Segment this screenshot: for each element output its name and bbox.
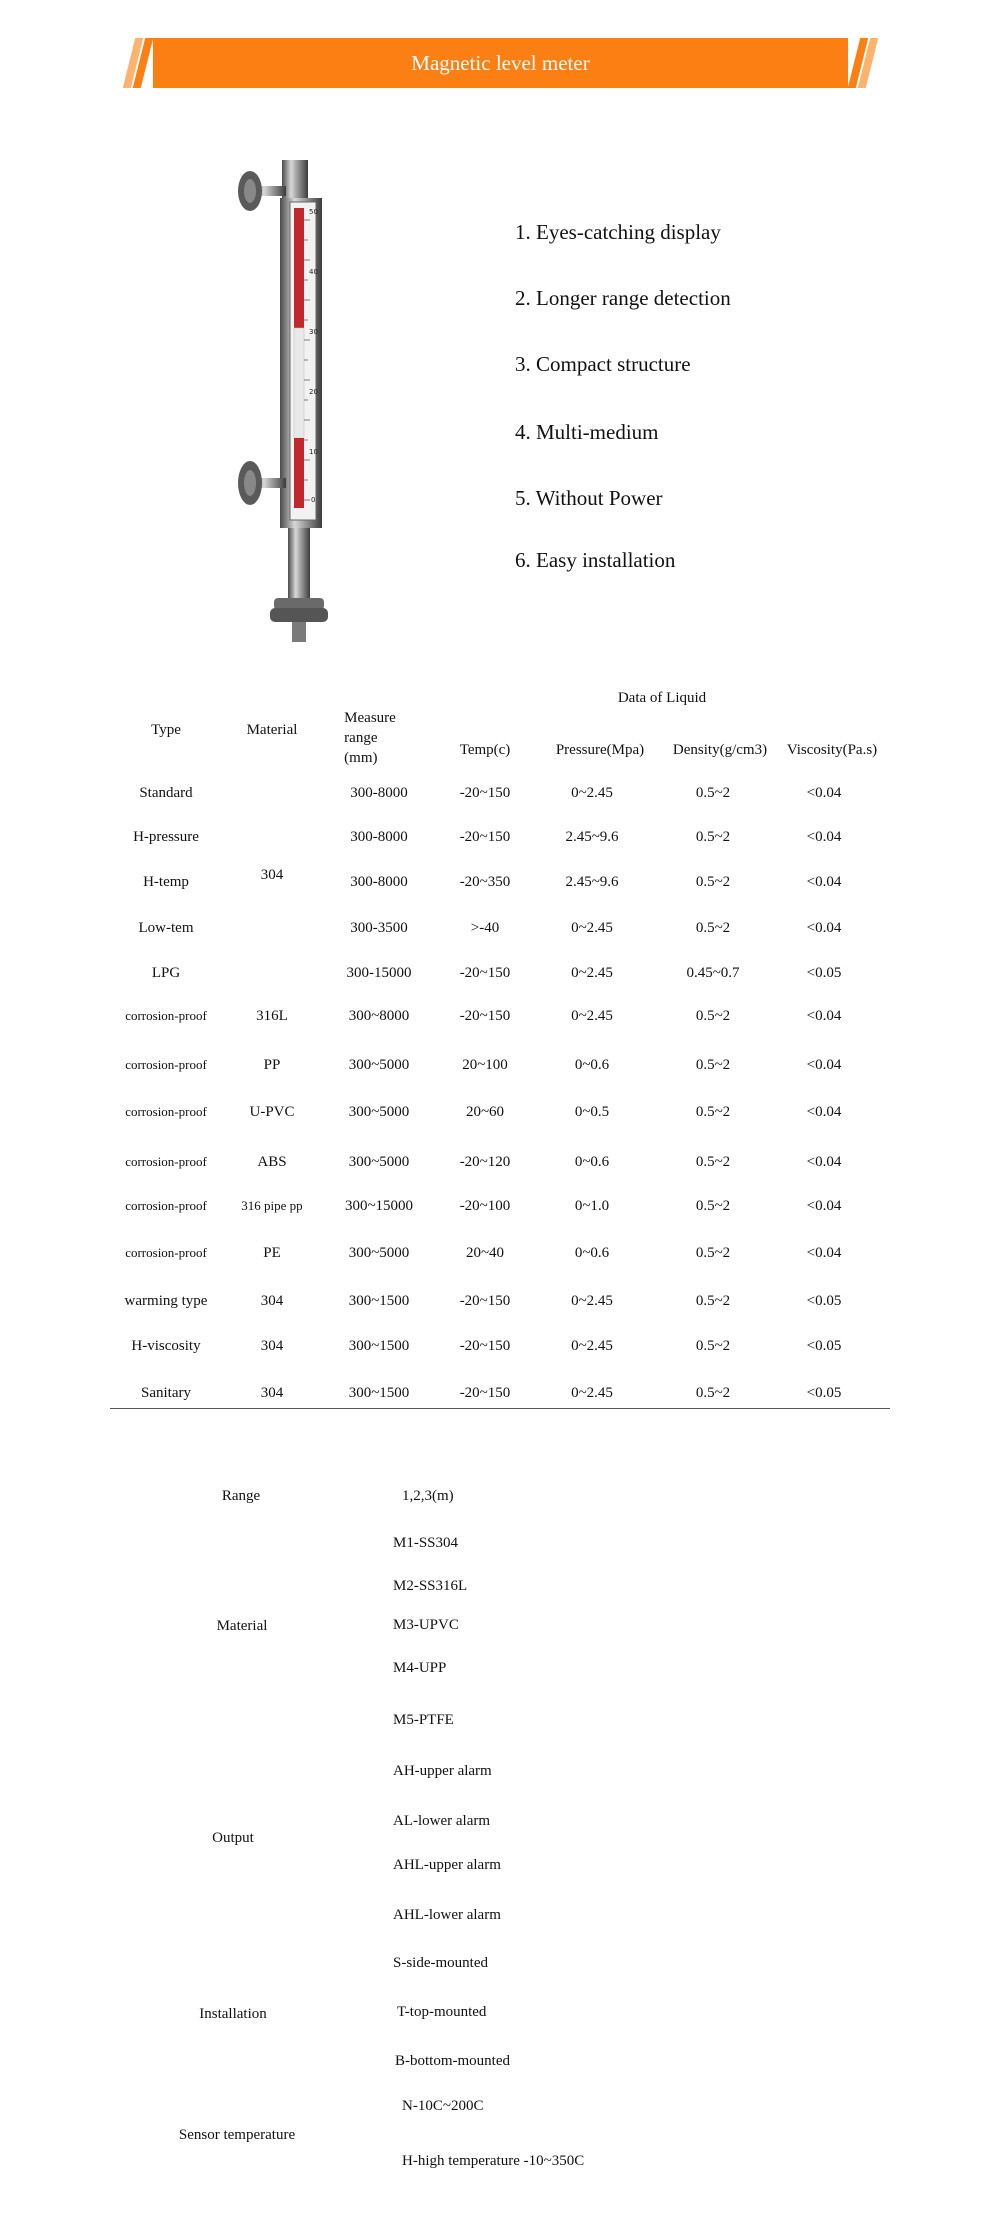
table-cell-range: 300~8000 (348, 1008, 410, 1024)
title-banner (123, 38, 878, 88)
table-cell-pressure: 0~2.45 (571, 1293, 613, 1309)
shared-material-cell: 304 (260, 867, 284, 883)
table-cell-material: PP (263, 1057, 281, 1073)
option-value: AHL-upper alarm (393, 1857, 501, 1873)
table-cell-range: 300~1500 (348, 1293, 410, 1309)
table-cell-material: PE (263, 1245, 281, 1261)
table-cell-pressure: 0~0.6 (574, 1057, 610, 1073)
option-label-range: Range (221, 1488, 261, 1504)
table-cell-density: 0.5~2 (695, 1385, 731, 1401)
option-value: H-high temperature -10~350C (402, 2153, 585, 2169)
table-cell-viscosity: <0.04 (806, 1057, 842, 1073)
table-cell-viscosity: <0.04 (806, 829, 842, 845)
table-cell-viscosity: <0.04 (806, 785, 842, 801)
gauge-label: 20 (309, 388, 318, 396)
spec-table (110, 690, 890, 1410)
table-cell-range: 300-8000 (350, 785, 408, 801)
option-value: M3-UPVC (393, 1617, 459, 1633)
option-value: AH-upper alarm (393, 1763, 492, 1779)
option-value: AHL-lower alarm (393, 1907, 501, 1923)
feature-list (515, 220, 731, 614)
gauge-label: 10 (309, 448, 318, 456)
table-cell-pressure: 0~2.45 (571, 785, 613, 801)
column-header-pressure: Pressure(Mpa) (555, 742, 645, 758)
table-cell-viscosity: <0.04 (806, 1245, 842, 1261)
table-cell-viscosity: <0.04 (806, 1008, 842, 1024)
table-cell-range: 300~1500 (348, 1338, 410, 1354)
table-cell-range: 300-8000 (350, 829, 408, 845)
option-value: M1-SS304 (393, 1535, 459, 1551)
option-value: N-10C~200C (402, 2098, 484, 2114)
gauge-label: 40 (309, 268, 318, 276)
table-cell-density: 0.5~2 (695, 1198, 731, 1214)
table-cell-pressure: 0~0.6 (574, 1154, 610, 1170)
table-cell-temp: -20~150 (459, 1293, 511, 1309)
table-cell-pressure: 0~2.45 (571, 965, 613, 981)
table-cell-pressure: 0~2.45 (571, 920, 613, 936)
table-cell-material: 304 (260, 1338, 284, 1354)
table-cell-viscosity: <0.04 (806, 874, 842, 890)
table-cell-type: Sanitary (141, 1385, 191, 1401)
table-cell-density: 0.5~2 (695, 1293, 731, 1309)
table-cell-density: 0.5~2 (695, 874, 731, 890)
table-cell-viscosity: <0.05 (806, 1385, 842, 1401)
column-header-type: Type (151, 722, 181, 738)
option-label-material: Material (216, 1618, 268, 1634)
table-cell-temp: -20~350 (459, 874, 511, 890)
table-cell-temp: >-40 (470, 920, 500, 936)
level-meter-image (230, 150, 340, 650)
group-header: Data of Liquid (617, 690, 707, 706)
feature-item: 2. Longer range detection (515, 286, 731, 310)
table-cell-type: corrosion-proof (125, 1104, 207, 1119)
table-cell-temp: 20~40 (465, 1245, 505, 1261)
table-cell-density: 0.5~2 (695, 785, 731, 801)
option-label-sensor-temperature: Sensor temperature (178, 2127, 296, 2143)
table-cell-viscosity: <0.04 (806, 1198, 842, 1214)
table-cell-temp: -20~150 (459, 829, 511, 845)
table-cell-viscosity: <0.05 (806, 965, 842, 981)
option-value: T-top-mounted (397, 2004, 487, 2020)
table-cell-temp: 20~60 (465, 1104, 505, 1120)
table-cell-pressure: 0~2.45 (571, 1338, 613, 1354)
table-cell-range: 300-8000 (350, 874, 408, 890)
option-value: M4-UPP (393, 1660, 447, 1676)
table-cell-density: 0.45~0.7 (686, 965, 740, 981)
table-cell-material: 304 (260, 1385, 284, 1401)
table-cell-density: 0.5~2 (695, 1057, 731, 1073)
table-cell-range: 300~5000 (348, 1057, 410, 1073)
table-cell-range: 300-15000 (346, 965, 412, 981)
table-cell-temp: -20~150 (459, 1338, 511, 1354)
table-cell-temp: -20~100 (459, 1198, 511, 1214)
column-header-material: Material (246, 722, 298, 738)
table-cell-range: 300~5000 (348, 1104, 410, 1120)
table-cell-temp: -20~150 (459, 965, 511, 981)
table-cell-density: 0.5~2 (695, 1245, 731, 1261)
table-cell-material: U-PVC (249, 1104, 295, 1120)
table-cell-viscosity: <0.05 (806, 1293, 842, 1309)
table-cell-material: 316 pipe pp (241, 1198, 303, 1213)
table-cell-pressure: 0~0.5 (574, 1104, 610, 1120)
table-cell-temp: -20~120 (459, 1154, 511, 1170)
column-header-range: Measure range (mm) (344, 710, 396, 766)
table-cell-range: 300~15000 (344, 1198, 414, 1214)
table-cell-type: corrosion-proof (125, 1057, 207, 1072)
table-cell-type: H-pressure (133, 829, 199, 845)
table-cell-range: 300~1500 (348, 1385, 410, 1401)
table-cell-material: 316L (256, 1008, 288, 1024)
feature-item: 1. Eyes-catching display (515, 220, 721, 244)
table-cell-type: Low-tem (138, 920, 194, 936)
page-title: Magnetic level meter (411, 51, 590, 75)
table-cell-density: 0.5~2 (695, 920, 731, 936)
table-cell-density: 0.5~2 (695, 1338, 731, 1354)
table-cell-temp: -20~150 (459, 1385, 511, 1401)
table-cell-type: corrosion-proof (125, 1008, 207, 1023)
table-cell-viscosity: <0.04 (806, 920, 842, 936)
feature-item: 5. Without Power (515, 486, 663, 510)
table-cell-material: ABS (257, 1154, 287, 1170)
table-cell-viscosity: <0.05 (806, 1338, 842, 1354)
table-cell-temp: -20~150 (459, 785, 511, 801)
option-value: M5-PTFE (393, 1712, 454, 1728)
gauge-label: 50 (309, 208, 318, 216)
table-cell-type: corrosion-proof (125, 1154, 207, 1169)
column-header-viscosity: Viscosity(Pa.s) (786, 742, 878, 758)
table-cell-density: 0.5~2 (695, 1154, 731, 1170)
column-header-density: Density(g/cm3) (672, 742, 768, 758)
table-cell-type: LPG (151, 965, 181, 981)
gauge-label: 0 (311, 496, 316, 504)
feature-item: 3. Compact structure (515, 352, 691, 376)
option-value: 1,2,3(m) (402, 1488, 454, 1504)
table-cell-viscosity: <0.04 (806, 1104, 842, 1120)
table-cell-pressure: 2.45~9.6 (565, 874, 619, 890)
table-cell-type: H-viscosity (131, 1338, 201, 1354)
option-value: S-side-mounted (393, 1955, 488, 1971)
option-value: B-bottom-mounted (395, 2053, 510, 2069)
table-cell-type: H-temp (143, 874, 189, 890)
table-cell-pressure: 0~2.45 (571, 1385, 613, 1401)
table-cell-material: 304 (260, 1293, 284, 1309)
feature-item: 6. Easy installation (515, 548, 676, 572)
table-cell-type: corrosion-proof (125, 1198, 207, 1213)
table-cell-pressure: 0~2.45 (571, 1008, 613, 1024)
table-cell-pressure: 0~0.6 (574, 1245, 610, 1261)
table-cell-temp: -20~150 (459, 1008, 511, 1024)
table-bottom-rule (110, 1408, 890, 1409)
table-cell-pressure: 2.45~9.6 (565, 829, 619, 845)
table-cell-density: 0.5~2 (695, 1008, 731, 1024)
table-cell-range: 300-3500 (350, 920, 408, 936)
option-label-output: Output (212, 1830, 254, 1846)
table-cell-range: 300~5000 (348, 1245, 410, 1261)
table-cell-type: warming type (124, 1293, 208, 1309)
table-cell-type: Standard (139, 785, 193, 801)
table-cell-viscosity: <0.04 (806, 1154, 842, 1170)
table-cell-density: 0.5~2 (695, 829, 731, 845)
gauge-label: 30 (309, 328, 318, 336)
feature-item: 4. Multi-medium (515, 420, 659, 444)
column-header-temp: Temp(c) (459, 742, 511, 758)
option-label-installation: Installation (199, 2006, 267, 2022)
option-value: AL-lower alarm (393, 1813, 491, 1829)
option-value: M2-SS316L (393, 1578, 468, 1594)
table-cell-density: 0.5~2 (695, 1104, 731, 1120)
table-cell-temp: 20~100 (462, 1057, 508, 1073)
table-cell-pressure: 0~1.0 (574, 1198, 610, 1214)
table-cell-range: 300~5000 (348, 1154, 410, 1170)
table-cell-type: corrosion-proof (125, 1245, 207, 1260)
